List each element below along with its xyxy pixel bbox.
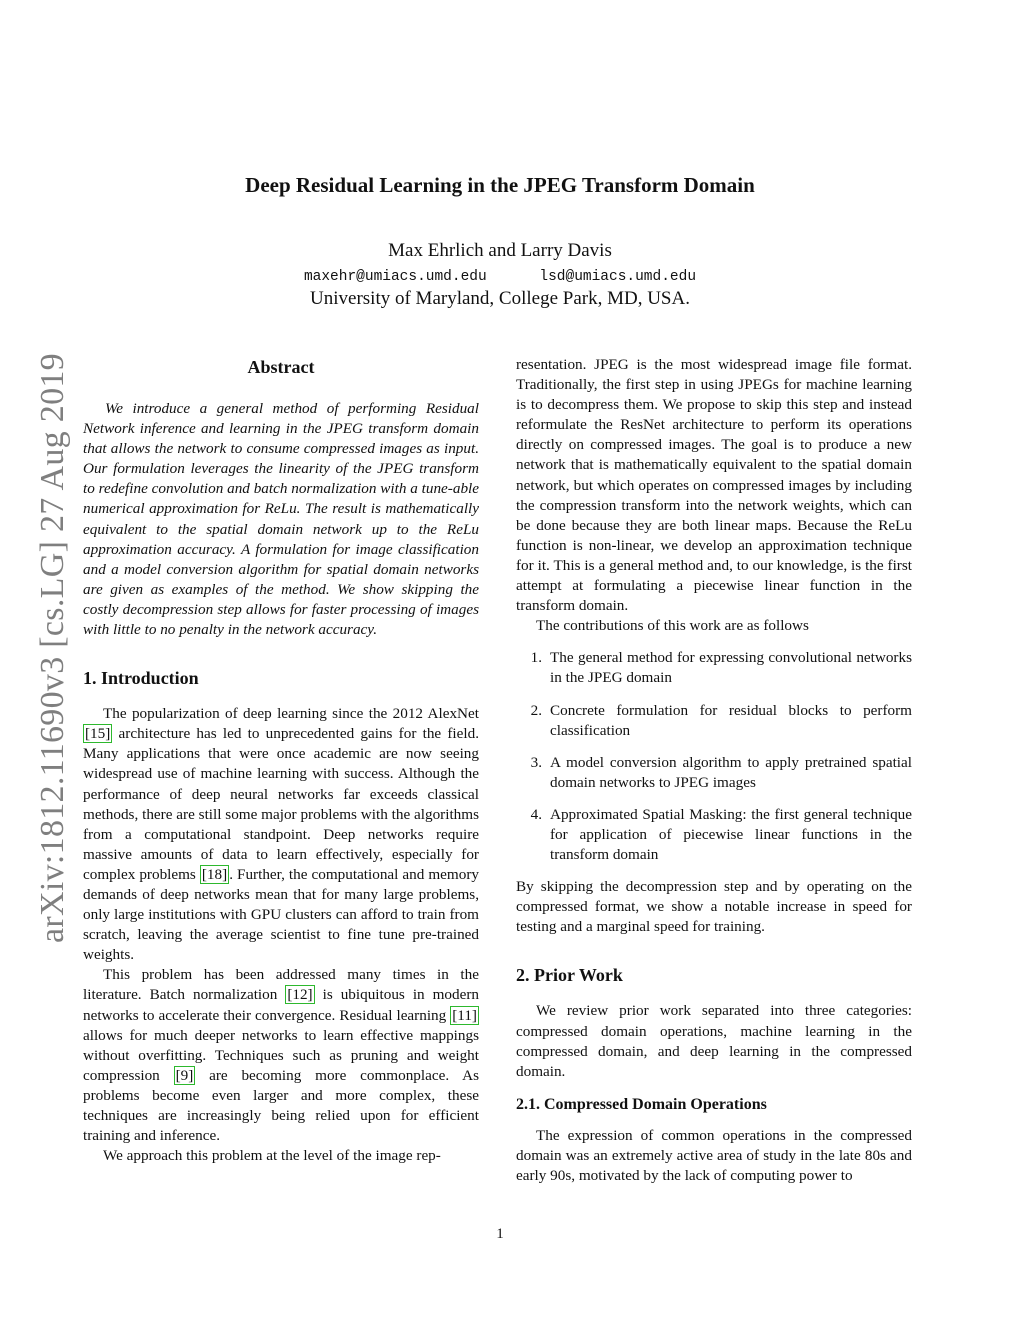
citation-link[interactable]: [18]: [201, 865, 228, 883]
abstract-text: We introduce a general method of performing Residual Network inference and learning in the JPEG transform domain that allows the network to consume compressed images as input. Our formulation leverages the linearity of the JPEG transform to redefine convolution and batch normalization with a tune-able numerical approximation for ReLu. The result is mathematically equivalent to the spatial domain network up to the ReLu approximation accuracy. A formulation for image classification and a model conversion algorithm for spatial domain networks are given as examples of the method. We show skipping the costly decompression step allows for faster processing of images with little to no penalty in the network accuracy.: [83, 400, 479, 639]
author-names: Max Ehrlich and Larry Davis: [388, 240, 612, 261]
arxiv-identifier: arXiv:1812.11690v3 [cs.LG] 27 Aug 2019: [34, 353, 71, 943]
paper-title: Deep Residual Learning in the JPEG Transform Domain: [245, 173, 755, 197]
intro-paragraph-3-start: We approach this problem at the level of the image rep-: [103, 1147, 441, 1165]
citation-link[interactable]: [11]: [452, 1006, 477, 1024]
section-introduction-heading: 1. Introduction: [83, 668, 199, 689]
affiliation: University of Maryland, College Park, MD, USA.: [310, 288, 690, 309]
intro-paragraph-5: By skipping the decompression step and by operating on the compressed format, we show a notable increase in speed for testing and a marginal speed for training.: [516, 878, 912, 936]
list-item: 3. A model conversion algorithm to apply pretrained spatial domain networks to JPEG images: [530, 753, 912, 791]
contribution-list: [516, 648, 912, 865]
intro-paragraph-2: This problem has been addressed many times in the literature. Batch normalization [12] is ubiquitous in modern networks to accelerate their convergence. Residual learning [11] allows for much deeper networks to learn effective mappings without overfitting. Techniques such as pruning and weight compression [9] are becoming more commonplace. As problems become even larger and more complex, these techniques are increasingly being relied upon for efficient training and inference.: [83, 966, 479, 1145]
author-emails: [0, 269, 1000, 285]
right-column: [516, 355, 912, 1186]
intro-paragraph-4: The contributions of this work are as follows: [536, 617, 809, 635]
email-davis[interactable]: lsd@umiacs.umd.edu: [539, 269, 697, 285]
citation-link[interactable]: [15]: [85, 725, 111, 743]
subsection-compressed-domain-heading: 2.1. Compressed Domain Operations: [516, 1095, 767, 1113]
email-ehrlich[interactable]: maxehr@umiacs.umd.edu: [303, 269, 487, 285]
section-prior-work-heading: 2. Prior Work: [516, 965, 623, 986]
intro-paragraph-1: The popularization of deep learning since the 2012 AlexNet [15] architecture has led to unprecedented gains for the field. Many applications that were once academic are now seeing widespread use of machine learning with success. Although the performance of deep neural networks far exceeds classical methods, there are still some major problems with the algorithms from a computational standpoint. Deep networks require massive amounts of data to learn effectively, especially for complex problems [18] . Further, the computational and memory demands of deep networks mean that for many large problems, only large institutions with GPU clusters can afford to train from scratch, leaving the average scientist to fine tune pre-trained weights.: [83, 705, 479, 964]
list-item: 1. The general method for expressing convolutional networks in the JPEG domain: [530, 649, 912, 687]
left-column: [83, 355, 479, 1166]
page-number: 1: [496, 1226, 504, 1242]
list-item: 2. Concrete formulation for residual blocks to perform classification: [530, 701, 912, 739]
abstract-heading: Abstract: [247, 357, 315, 377]
prior-work-paragraph-2: The expression of common operations in the compressed domain was an extremely active area of study in the late 80s and early 90s, motivated by the lack of computing power to: [516, 1126, 912, 1184]
citation-link[interactable]: [12]: [287, 986, 313, 1004]
intro-paragraph-3-continued: resentation. JPEG is the most widespread image file format. Traditionally, the first step in using JPEGs for machine learning is to decompress them. We propose to skip this step and instead reformulate the ResNet architecture to perform its operations directly on compressed images. The goal is to produce a new network that is mathematically equivalent to the spatial domain network, but which operates on compressed images by including the compression transform into the network weights, which can be done because they are both linear maps. Because the ReLu function is non-linear, we develop an approximation technique for it. This is a general method and, to our knowledge, is the first attempt at formulating a piecewise linear function in the transform domain.: [516, 356, 912, 615]
citation-link[interactable]: [9]: [175, 1066, 194, 1084]
prior-work-paragraph-1: We review prior work separated into three categories: compressed domain operations, machine learning in the compressed domain, and deep learning in the compressed domain.: [516, 1002, 912, 1080]
list-item: 4. Approximated Spatial Masking: the first general technique for application of piecewise linear functions in the transform domain: [530, 805, 912, 864]
